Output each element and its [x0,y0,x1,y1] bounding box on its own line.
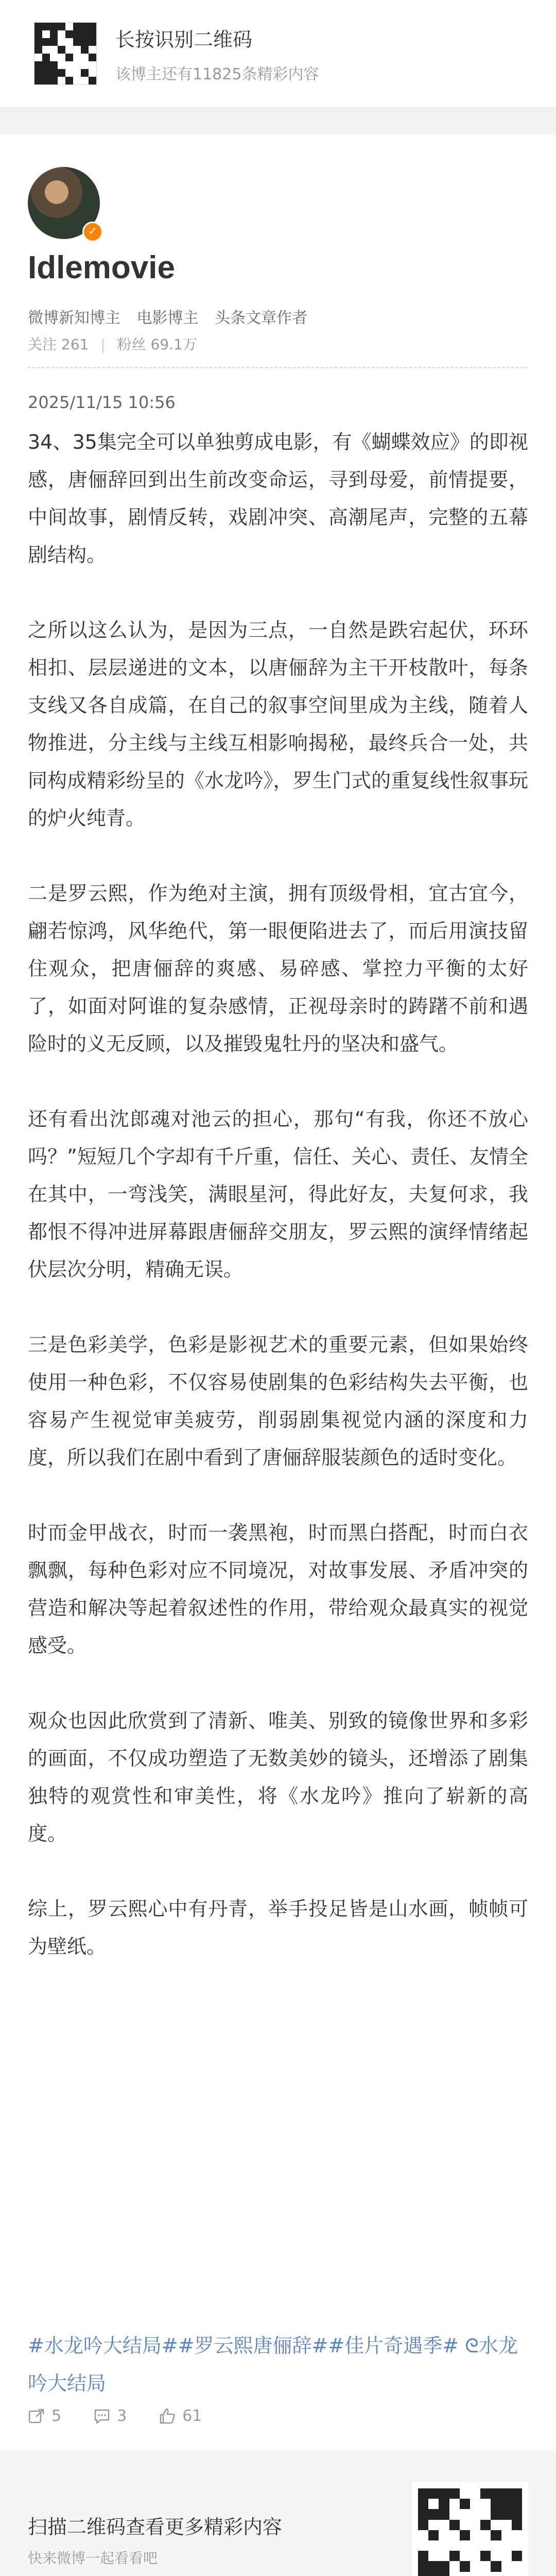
post-paragraph: 二是罗云熙，作为绝对主演，拥有顶级骨相，宜古宜今，翩若惊鸿，风华绝代，第一眼便陷进去了，而后用演技留住观众，把唐俪辞的爽感、易碎感、掌控力平衡的太好了，如面对阿谁的复杂感情，正视母亲时的踌躇不前和遇险时的义无反顾，以及摧毁鬼牡丹的坚决和盛气。 [28,882,528,1055]
hashtag-link[interactable]: #佳片奇遇季# [328,2334,459,2357]
verified-badge-icon: ✓ [82,222,103,242]
post-date: 2025/11/15 10:56 [28,393,176,412]
hashtag-link[interactable]: #罗云熙唐俪辞# [178,2334,328,2357]
repost-button[interactable] [28,2407,61,2425]
comment-count: 3 [117,2407,127,2425]
repost-count: 5 [51,2407,62,2425]
hashtag-link[interactable]: #水龙吟大结局# [28,2334,178,2357]
like-button[interactable] [159,2407,202,2425]
profile-tag: 头条文章作者 [215,309,308,327]
comment-button[interactable] [93,2407,127,2425]
follow-label: 关注 [28,336,57,353]
post-paragraph: 综上，罗云熙心中有丹青，举手投足皆是山水画，帧帧可为壁纸。 [28,1897,528,1958]
top-banner-text [115,24,319,84]
post-card [0,135,556,2449]
username[interactable]: Idlemovie [28,250,175,285]
hashtag-list [28,2327,528,2402]
profile-stats [28,333,197,354]
like-count: 61 [182,2407,202,2425]
qr-code-large[interactable] [412,2482,528,2576]
dashed-divider [28,367,528,368]
bottom-banner [0,2449,556,2576]
post-paragraph: 三是色彩美学，色彩是影视艺术的重要元素，但如果始终使用一种色彩，不仅容易使剧集的色彩结构失去平衡，也容易产生视觉审美疲劳，削弱剧集视觉内涵的深度和力度，所以我们在剧中看到了唐俪辞服装颜色的适时变化。 [28,1333,528,1469]
top-banner-subtitle: 该博主还有11825条精彩内容 [115,65,319,83]
post-paragraph: 时而金甲战衣，时而一袭黑袍，时而黑白搭配，时而白衣飘飘，每种色彩对应不同境况，对故事发展、矛盾冲突的营造和解决等起着叙述性的作用，带给观众最真实的视觉感受。 [28,1521,528,1657]
post-content [28,423,528,1965]
thumbs-up-icon [159,2408,176,2425]
topic-icon: ᘓ [465,2334,479,2357]
comment-icon [93,2408,111,2425]
fans-label: 粉丝 [117,336,146,353]
top-banner [0,0,556,108]
follow-count: 261 [61,336,89,353]
stats-separator: | [100,336,106,353]
profile-tag: 微博新知博主 [28,309,120,327]
profile-tag: 电影博主 [136,309,199,327]
topic-label: 水龙吟大结局 [28,2334,518,2395]
fans-count: 69.1万 [150,336,197,353]
bottom-banner-title: 扫描二维码查看更多精彩内容 [28,2516,283,2538]
top-banner-title: 长按识别二维码 [115,28,253,51]
post-paragraph: 34、35集完全可以单独剪成电影，有《蝴蝶效应》的即视感，唐俪辞回到出生前改变命运，寻到母爱，前情提要，中间故事，剧情反转，戏剧冲突、高潮尾声，完整的五幕剧结构。 [28,431,528,566]
profile-tags [28,305,319,328]
post-paragraph: 观众也因此欣赏到了清新、唯美、别致的镜像世界和多彩的画面，不仅成功塑造了无数美妙的镜头，还增添了剧集独特的观赏性和审美性，将《水龙吟》推向了崭新的高度。 [28,1709,528,1845]
qr-code-small[interactable] [34,22,97,85]
post-actions [28,2407,234,2425]
bottom-banner-subtitle: 快来微博一起看看吧 [28,2550,158,2567]
post-paragraph: 之所以这么认为，是因为三点，一自然是跌宕起伏，环环相扣、层层递进的文本，以唐俪辞为主干开枝散叶，每条支线又各自成篇，在自己的叙事空间里成为主线，随着人物推进，分主线与主线互相影响揭秘，最终兵合一处，共同构成精彩纷呈的《水龙吟》，罗生门式的重复线性叙事玩的炉火纯青。 [28,619,528,829]
post-paragraph: 还有看出沈郎魂对池云的担心，那句“有我，你还不放心吗？”短短几个字却有千斤重，信任、关心、责任、友情全在其中，一弯浅笑，满眼星河，得此好友，夫复何求，我都恨不得冲进屏幕跟唐俪辞交朋友，罗云熙的演绎情绪起伏层次分明，精确无误。 [28,1108,528,1281]
repost-icon [28,2408,45,2425]
